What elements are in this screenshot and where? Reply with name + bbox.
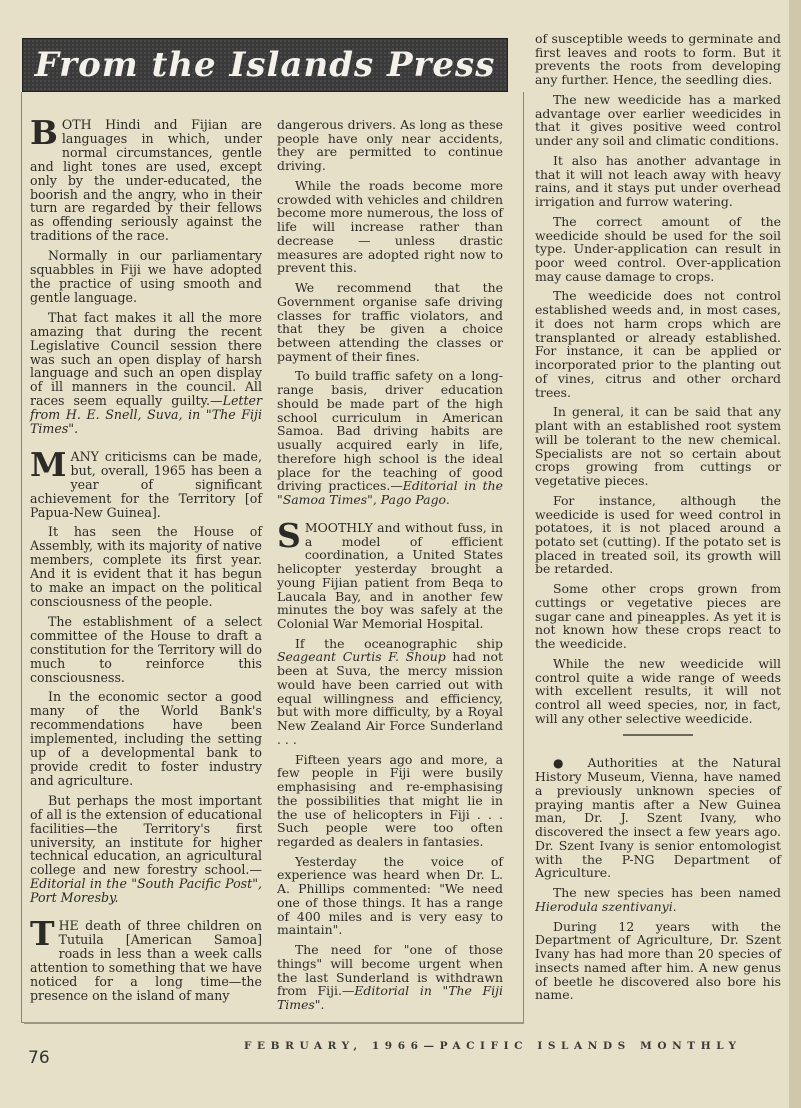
drop-cap: B bbox=[30, 113, 58, 152]
drop-cap: T bbox=[30, 914, 55, 954]
article-samoa-roads: THE death of three children on Tutuila [American Samoa] roads in less than a week calls attention to something that we have noticed for a long time—the presence on the island of many bbox=[30, 914, 262, 1003]
column-3 bbox=[535, 32, 781, 1008]
page-number: 76 bbox=[28, 1048, 50, 1068]
page-footer bbox=[28, 1040, 788, 1070]
running-footer: FEBRUARY, 1966—PACIFIC ISLANDS MONTHLY bbox=[244, 1040, 742, 1052]
column-2 bbox=[277, 118, 503, 1018]
paragraph: dangerous drivers. As long as these people have only near accidents, they are permitted to continue driving. bbox=[277, 117, 503, 174]
banner-title: From the Islands Press bbox=[34, 45, 496, 85]
article-fiji-language: BOTH Hindi and Fijian are languages in which, under normal circumstances, gentle and light tones are used, except only by the under-educated, the boorish and the angry, who in their turn are regarded by their fellows as offending seriously against the traditions of the race. bbox=[30, 113, 262, 244]
frame-shadow bbox=[24, 1022, 524, 1024]
page-edge bbox=[789, 0, 801, 1108]
source-citation: Editorial in the "South Pacific Post", Port Moresby. bbox=[30, 876, 262, 906]
ship-name: Seageant Curtis F. Shoup bbox=[277, 649, 446, 665]
paragraph: But perhaps the most important of all is the extension of educational facilities—the Territory's first university, an institute for higher technical education, an agricultural college and new forestry school.—Editorial in the "South Pacific Post", Port Moresby. bbox=[30, 792, 262, 906]
paragraph: Fifteen years ago and more, a few people in Fiji were busily emphasising and re-emphasising the possibilities that might lie in the use of helicopters in Fiji . . . Such people were too often regarded as dealers in fantasies. bbox=[277, 751, 503, 849]
bullet-icon: ● bbox=[553, 755, 574, 770]
article-papua-new-guinea: MANY criticisms can be made, but, overall, 1965 has been a year of significant achievement for the Territory [of Papua-New Guinea]. bbox=[30, 444, 262, 520]
paragraph: The new species has been named Hierodula szentivanyi. bbox=[535, 885, 781, 914]
paragraph: We recommend that the Government organise safe driving classes for traffic violators, and that they be given a choice between attending the classes or payment of their fines. bbox=[277, 280, 503, 364]
paragraph: During 12 years with the Department of Agriculture, Dr. Szent Ivany has had more than 20 species of insects named after him. A new genus of beetle he discovered also bore his name. bbox=[535, 918, 781, 1003]
paragraph: It has seen the House of Assembly, with its majority of native members, complete its first year. And it is evident that it has begun to make an impact on the political consciousness of the people. bbox=[30, 524, 262, 609]
paragraph: That fact makes it all the more amazing that during the recent Legislative Council session there was such an open display of harsh language and such an open display of ill manners in the council. All races seem equally guilty.—Letter from H. E. Snell, Suva, in "The Fiji Times". bbox=[30, 309, 262, 437]
paragraph: Yesterday the voice of experience was heard when Dr. L. A. Phillips commented: "We need one of those things. It has a range of 400 miles and is very easy to maintain". bbox=[277, 853, 503, 938]
article-helicopter: SMOOTHLY and without fuss, in a model of efficient coordination, a United States helicopter yesterday brought a young Fijian patient from Beqa to Laucala Bay, and in another few minutes the boy was safely at the Colonial War Memorial Hospital. bbox=[277, 515, 503, 631]
paragraph: In the economic sector a good many of the World Bank's recommendations have been implemented, including the setting up of a developmental bank to provide credit to foster industry and agriculture. bbox=[30, 689, 262, 788]
column-1 bbox=[30, 113, 262, 1008]
paragraph: The establishment of a select committee of the House to draft a constitution for the Territory will do much to reinforce this consciousness. bbox=[30, 613, 262, 685]
section-banner bbox=[22, 38, 508, 92]
paragraph: For instance, although the weedicide is used for weed control in potatoes, it is not placed around a potato set (cutting). If the potato set is placed in treated soil, its growth will be retarded. bbox=[535, 492, 781, 577]
paragraph: The correct amount of the weedicide should be used for the soil type. Under-application can result in poor weed control. Over-application may cause damage to crops. bbox=[535, 213, 781, 284]
paragraph: If the oceanographic ship Seageant Curtis F. Shoup had not been at Suva, the mercy mission would have been carried out with equal willingness and efficiency, but with more difficulty, by a Royal New Zealand Air Force Sunderland . . . bbox=[277, 635, 503, 747]
source-citation: Editorial in the "Samoa Times", Pago Pago. bbox=[277, 478, 503, 508]
source-citation: Letter from H. E. Snell, Suva, in "The Fiji Times". bbox=[30, 393, 262, 437]
paragraph: In general, it can be said that any plant with an established root system will be tolerant to the new chemical. Specialists are not so certain about crops growing from cuttings or vegetative pieces. bbox=[535, 404, 781, 489]
section-divider bbox=[623, 734, 693, 736]
paragraph: The new weedicide has a marked advantage over earlier weedicides in that it gives positive weed control under any soil and climatic conditions. bbox=[535, 91, 781, 149]
source-citation: Editorial in "The Fiji Times". bbox=[277, 983, 503, 1013]
paragraph: of susceptible weeds to germinate and first leaves and roots to form. But it prevents the roots from developing any further. Hence, the seedling dies. bbox=[535, 31, 781, 88]
drop-cap: M bbox=[30, 444, 67, 484]
species-name: Hierodula szentivanyi. bbox=[535, 898, 677, 914]
paragraph: While the roads become more crowded with vehicles and children become more numerous, the loss of life will increase rather than decrease — unless drastic measures are adopted right now to prevent this. bbox=[277, 177, 503, 276]
paragraph: The weedicide does not control established weeds and, in most cases, it does not harm crops which are transplanted or already established. For instance, it can be applied or incorporated prior to the planting out of vines, citrus and other orchard trees. bbox=[535, 288, 781, 400]
paragraph: It also has another advantage in that it will not leach away with heavy rains, and it stays put under overhead irrigation and furrow watering. bbox=[535, 152, 781, 210]
paragraph: Some other crops grown from cuttings or vegetative pieces are sugar cane and pineapples. As yet it is not known how these crops react to the weedicide. bbox=[535, 581, 781, 652]
paragraph: The need for "one of those things" will become urgent when the last Sunderland is withdrawn from Fiji.—Editorial in "The Fiji Times". bbox=[277, 942, 503, 1013]
news-item-mantis: ● Authorities at the Natural History Museum, Vienna, have named a previously unknown species of praying mantis after a New Guinea man, Dr. J. Szent Ivany, who discovered the insect a few years ago. Dr. Szent Ivany is senior entomologist with the P-NG Department of Agriculture. bbox=[535, 754, 781, 881]
paragraph: Normally in our parliamentary squabbles in Fiji we have adopted the practice of using smooth and gentle language. bbox=[30, 248, 262, 305]
drop-cap: S bbox=[277, 515, 301, 555]
paragraph: While the new weedicide will control quite a wide range of weeds with excellent results, it will not control all weed species, nor, in fact, will any other selective weedicide. bbox=[535, 655, 781, 726]
paragraph: To build traffic safety on a long-range basis, driver education should be made part of the high school curriculum in American Samoa. Bad driving habits are usually acquired early in life, therefore high school is the ideal place for the teaching of good driving practices.—Editorial in the "Samoa Times", Pago Pago. bbox=[277, 368, 503, 508]
